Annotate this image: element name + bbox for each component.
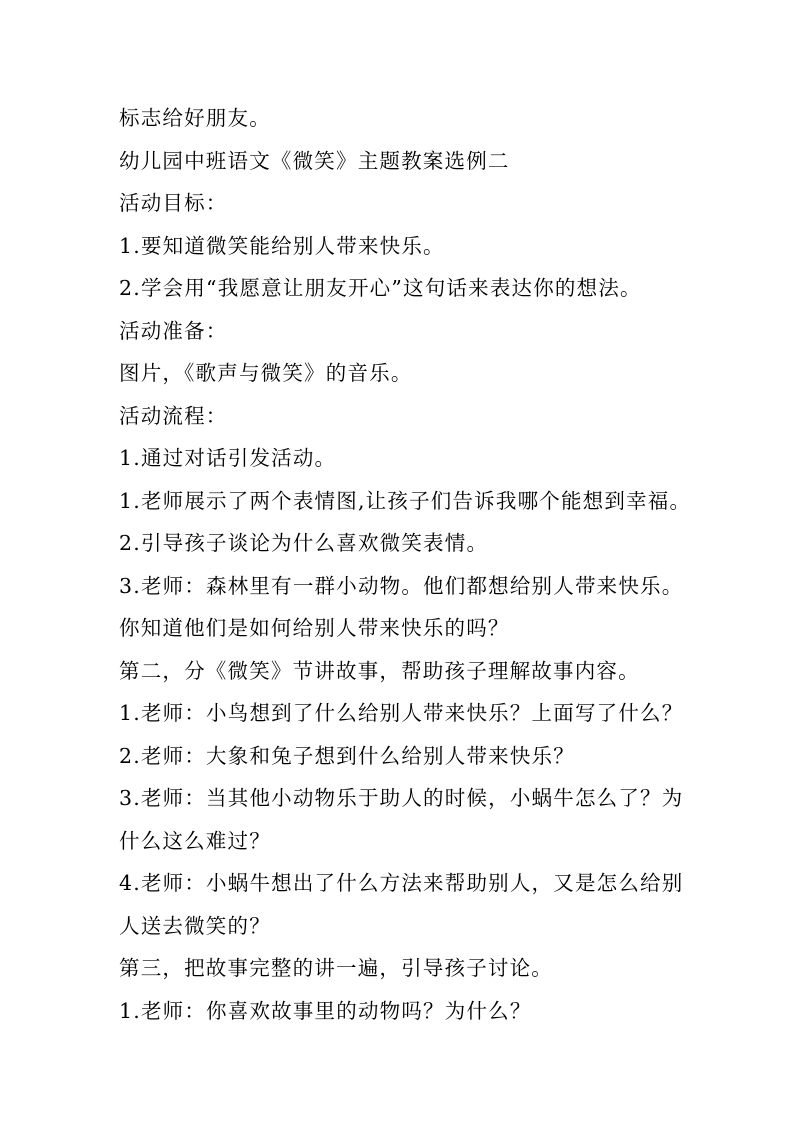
section-heading: 活动流程： xyxy=(119,404,228,428)
text-line: 1.老师展示了两个表情图,让孩子们告诉我哪个能想到幸福。 xyxy=(119,489,692,513)
text-line: 1.老师：小鸟想到了什么给别人带来快乐？上面写了什么？ xyxy=(119,701,684,725)
text-line: 图片，《歌声与微笑》的音乐。 xyxy=(119,361,413,385)
text-line: 2.引导孩子谈论为什么喜欢微笑表情。 xyxy=(119,531,489,555)
text-line: 第三，把故事完整的讲一遍，引导孩子讨论。 xyxy=(119,956,553,980)
text-line: 2.老师：大象和兔子想到什么给别人带来快乐？ xyxy=(119,744,575,768)
text-line: 1.要知道微笑能给别人带来快乐。 xyxy=(119,234,445,258)
text-line: 标志给好朋友。 xyxy=(119,106,271,130)
text-line: 幼儿园中班语文《微笑》主题教案选例二 xyxy=(119,149,510,173)
section-heading: 活动目标： xyxy=(119,191,228,215)
text-line: 3.老师：当其他小动物乐于助人的时候，小蜗牛怎么了？为 xyxy=(119,786,684,810)
text-line: 第二，分《微笑》节讲故事，帮助孩子理解故事内容。 xyxy=(119,659,640,683)
text-line: 你知道他们是如何给别人带来快乐的吗？ xyxy=(119,616,510,640)
text-line: 1.通过对话引发活动。 xyxy=(119,446,337,470)
text-line: 3.老师：森林里有一群小动物。他们都想给别人带来快乐。 xyxy=(119,574,684,598)
text-line: 人送去微笑的？ xyxy=(119,914,271,938)
text-line: 4.老师：小蜗牛想出了什么方法来帮助别人，又是怎么给别 xyxy=(119,871,684,895)
text-line: 2.学会用“我愿意让朋友开心”这句话来表达你的想法。 xyxy=(119,276,642,300)
text-line: 什么这么难过？ xyxy=(119,829,271,853)
text-line: 1.老师：你喜欢故事里的动物吗？为什么？ xyxy=(119,999,532,1023)
section-heading: 活动准备： xyxy=(119,319,228,343)
